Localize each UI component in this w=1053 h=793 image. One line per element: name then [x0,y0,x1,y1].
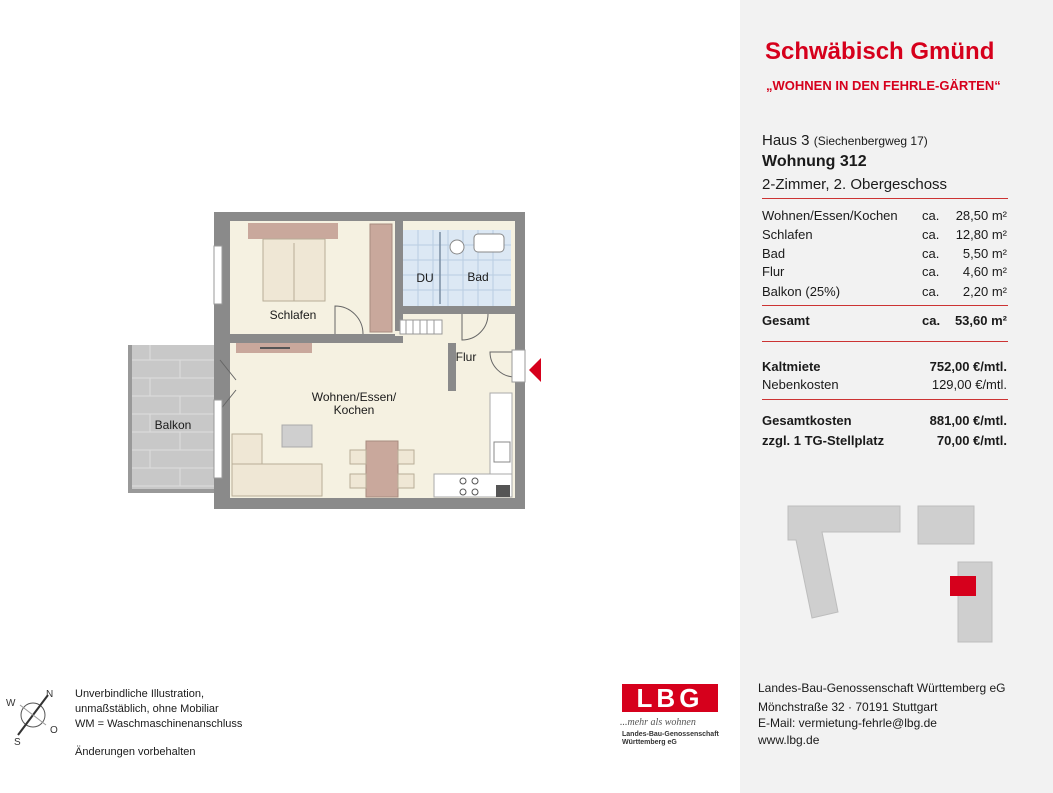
nebenkosten-row [762,377,1007,395]
haus-line [762,132,928,149]
area-ca: ca. [922,246,940,261]
area-ca: ca. [922,284,940,299]
nebenkosten-label: Nebenkosten [762,377,839,392]
room-label-balkon: Balkon [154,418,192,432]
compass-w: W [6,698,16,709]
area-row [762,227,1007,245]
logo-slogan: ...mehr als wohnen [620,717,696,728]
area-value: 2,20 m² [962,284,1007,299]
area-label: Wohnen/Essen/Kochen [762,208,898,223]
city-title: Schwäbisch Gmünd [765,38,995,65]
note-line-1: Unverbindliche Illustration, [75,688,205,700]
gesamtkosten-row [762,413,1007,431]
area-ca: ca. [922,208,940,223]
area-row [762,208,1007,226]
logo-name-2: Württemberg eG [622,739,677,746]
area-value: 5,50 m² [962,246,1007,261]
contact-email[interactable]: E-Mail: vermietung-fehrle@lbg.de [758,716,937,730]
area-row [762,246,1007,264]
room-label-du: DU [416,271,434,285]
kaltmiete-label: Kaltmiete [762,359,821,374]
compass-o: O [50,725,58,736]
total-row [762,313,1007,331]
kaltmiete-row [762,359,1007,377]
room-label-schlafen: Schlafen [269,308,317,322]
gesamtkosten-value: 881,00 €/mtl. [929,413,1007,428]
compass-s: S [14,737,21,748]
area-value: 28,50 m² [955,208,1007,223]
contact-street: Mönchstraße 32 · 70191 Stuttgart [758,700,938,714]
lbg-logo [620,683,720,746]
tg-stellplatz-label: zzgl. 1 TG-Stellplatz [762,433,885,448]
area-ca: ca. [922,264,940,279]
contact-org: Landes-Bau-Genossenschaft Württemberg eG [758,681,1006,695]
info-panel [740,0,1053,793]
logo-mark: LBG [636,683,704,713]
area-label: Balkon (25%) [762,284,841,299]
area-value: 4,60 m² [962,264,1007,279]
tg-stellplatz-row [762,433,1007,451]
contact-web[interactable]: www.lbg.de [758,733,820,747]
total-label: Gesamt [762,313,810,328]
room-label-wohnen-1: Wohnen/Essen/ [311,390,397,404]
project-subtitle: „WOHNEN IN DEN FEHRLE-GÄRTEN“ [766,78,1001,93]
total-ca: ca. [922,313,941,328]
compass-n: N [46,689,54,700]
compass-icon [6,689,58,748]
entrance-marker [529,358,541,382]
room-label-flur: Flur [455,350,477,364]
haus-address: (Siechenbergweg 17) [813,134,928,148]
area-label: Flur [762,264,785,279]
wohnung-title: Wohnung 312 [762,153,867,170]
zimmer-type: 2-Zimmer, 2. Obergeschoss [762,176,948,193]
site-plan [740,500,1053,660]
area-label: Bad [762,246,786,261]
area-row [762,284,1007,302]
area-label: Schlafen [762,227,813,242]
note-line-3: WM = Waschmaschinenanschluss [75,718,243,730]
site-plan-marker [950,576,976,596]
total-value: 53,60 m² [954,313,1007,328]
area-value: 12,80 m² [955,227,1007,242]
kaltmiete-value: 752,00 €/mtl. [929,359,1007,374]
gesamtkosten-label: Gesamtkosten [762,413,852,428]
nebenkosten-value: 129,00 €/mtl. [931,377,1007,392]
area-row [762,264,1007,282]
haus-name: Haus 3 [762,132,810,149]
logo-name-1: Landes-Bau-Genossenschaft [622,731,719,738]
area-ca: ca. [922,227,940,242]
note-line-4: Änderungen vorbehalten [75,746,196,758]
note-line-2: unmaßstäblich, ohne Mobiliar [75,703,219,715]
room-label-bad: Bad [467,270,489,284]
room-label-wohnen-2: Kochen [333,403,375,417]
tg-stellplatz-value: 70,00 €/mtl. [936,433,1007,448]
